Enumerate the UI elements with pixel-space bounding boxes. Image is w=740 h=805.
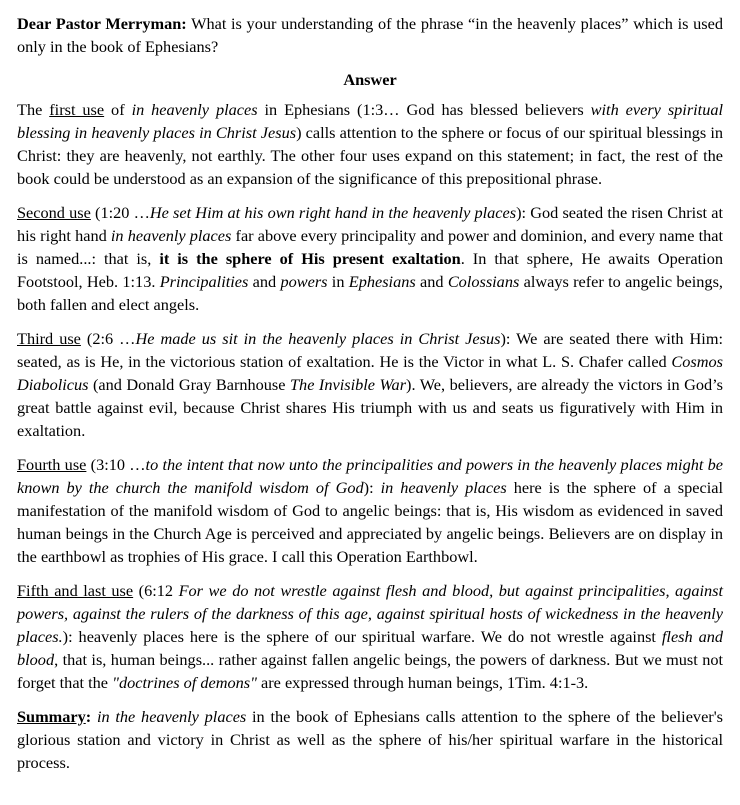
text-run: here is the sphere of a special manifestation of the manifold wisdom of God to angelic beings: that is, His wisdom as evidenced in saved human beings in the Church Age is perceived and appreciated by angelic beings. Believers are on display in the earthbowl as trophies of His grace. I call this Operation Earthbowl. [17,478,724,566]
text-run: ): [363,478,381,497]
fourth-use-label: Fourth use [17,455,87,474]
italic-run: The Invisible War [290,375,407,394]
text-run: ): We are seated there with Him: seated, as is He, in the victorious station of exaltation. He is the Victor in what L. S. Chafer called [17,329,724,371]
fifth-use-paragraph [17,579,723,694]
summary-colon: : [85,707,97,726]
italic-run: Principalities [159,272,249,291]
text-run: . In that sphere, He awaits Operation Footstool, Heb. 1:13. [17,249,723,291]
text-run: (2:6 … [80,329,136,348]
answer-title: Answer [343,70,397,89]
summary-paragraph [17,705,723,774]
text-run: , that is, human beings... rather against fallen angelic beings, the powers of darkness. But we must not forget that the [17,650,723,692]
question-text: What is your understanding of the phrase “in the heavenly places” which is used only in the book of Ephesians? [17,14,724,56]
text-run: ): heavenly places here is the sphere of our spiritual warfare. We do not wrestle against [62,627,662,646]
text-run: far above every principality and power and dominion, and every name that is named...: that is, [17,226,724,268]
italic-run: He made us sit in the heavenly places in Christ Jesus [135,329,501,348]
third-use-label: Third use [17,329,81,348]
italic-run: Colossians [447,272,520,291]
text-run: of [104,100,132,119]
summary-label: Summary [17,707,86,726]
bold-run: it is the sphere of His present exaltation [159,249,461,268]
italic-run: with every spiritual blessing in heavenly places in Christ Jesus [17,100,724,142]
italic-run: Ephesians [348,272,416,291]
text-run: The [17,100,50,119]
text-run: in Ephesians (1:3… God has blessed believers [257,100,591,119]
text-run: (6:12 [133,581,179,600]
second-use-label: Second use [17,203,91,222]
text-run: in [327,272,349,291]
text-run: (and Donald Gray Barnhouse [88,375,290,394]
first-use-paragraph [17,98,723,190]
question-paragraph [17,12,723,58]
italic-run: in the heavenly places [96,707,247,726]
italic-run: in heavenly places [380,478,507,497]
text-run: (3:10 … [86,455,146,474]
fifth-use-label: Fifth and last use [17,581,134,600]
text-run: and [248,272,281,291]
first-use-label: first use [49,100,105,119]
italic-run: powers [280,272,328,291]
italic-run: Cosmos Diabolicus [17,352,723,394]
italic-run: in heavenly places [110,226,232,245]
italic-run: to the intent that now unto the principalities and powers in the heavenly places might be known by the church the manifold wisdom of God [17,455,724,497]
text-run: ) calls attention to the sphere or focus of our spiritual blessings in Christ: they are heavenly, not earthly. The other four uses expand on this statement; in fact, the rest of the book could be understood as an expansion of the significance of this prepositional phrase. [17,123,724,188]
text-run: and [415,272,448,291]
italic-run: He set Him at his own right hand in the heavenly places [149,203,517,222]
italic-run: in heavenly places [131,100,258,119]
text-run: in the book of Ephesians calls attention to the sphere of the believer's glorious station and victory in Christ as well as the sphere of his/her spiritual warfare in the historical process. [17,707,723,772]
text-run: (1:20 … [90,203,150,222]
fourth-use-paragraph [17,453,723,568]
text-run: always refer to angelic beings, both fallen and elect angels. [17,272,723,314]
document-page [17,12,723,785]
text-run: are expressed through human beings, 1Tim. 4:1-3. [256,673,589,692]
text-run: ): God seated the risen Christ at his right hand [17,203,723,245]
italic-run: flesh and blood [17,627,723,669]
text-run: ). We, believers, are already the victors in God’s great battle against evil, because Christ shares His triumph with us and seats us figuratively with Him in exaltation. [17,375,723,440]
second-use-paragraph [17,201,723,316]
question-heading: Dear Pastor Merryman: [17,14,187,33]
italic-run: "doctrines of demons" [112,673,257,692]
third-use-paragraph [17,327,723,442]
italic-run: For we do not wrestle against flesh and blood, but against principalities, against powers, against the rulers of the darkness of this age, against spiritual hosts of wickedness in the heavenly places. [17,581,724,646]
